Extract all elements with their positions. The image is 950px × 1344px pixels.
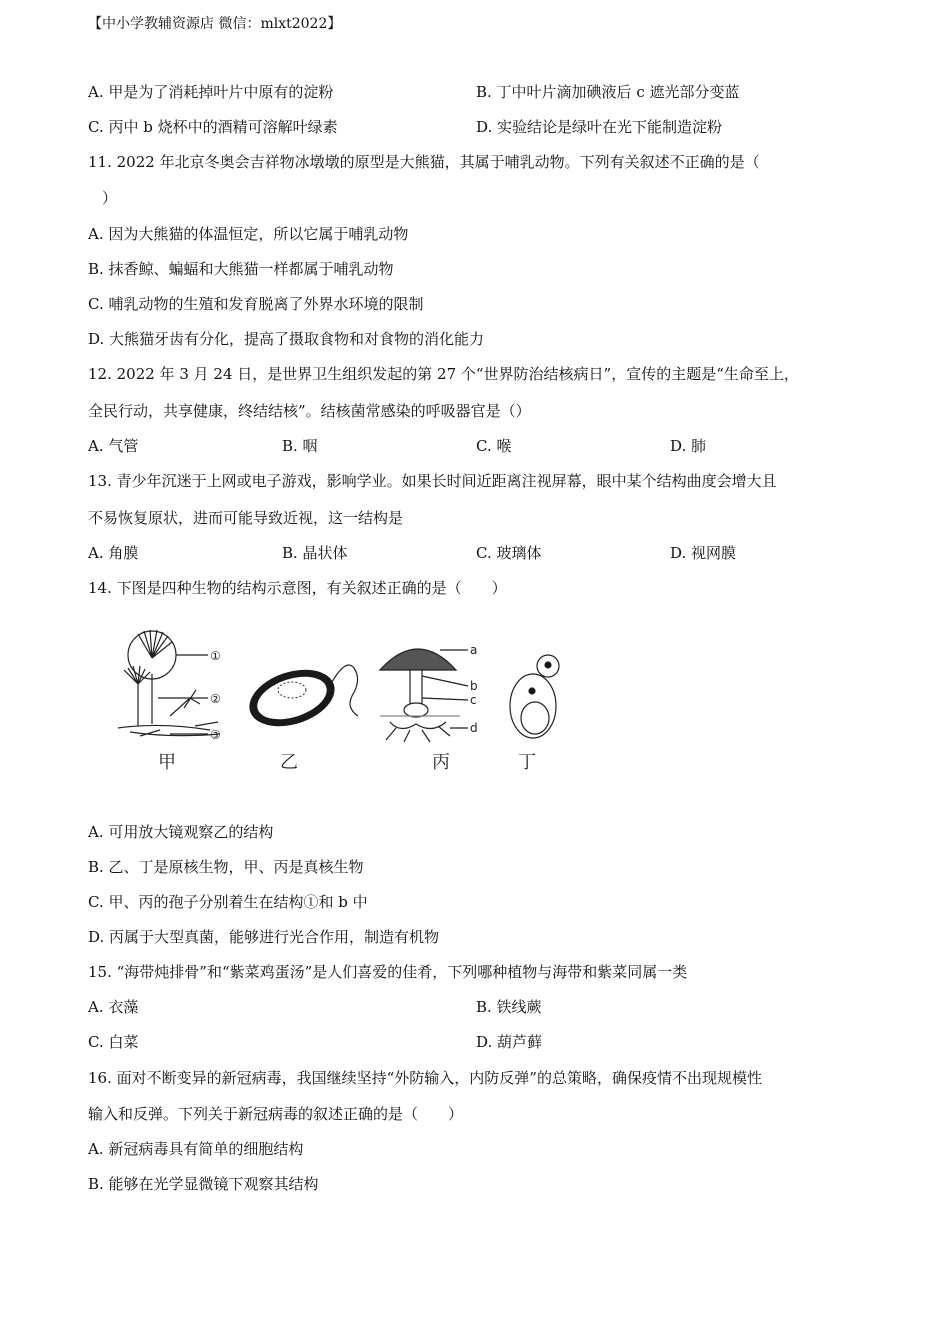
marker-3: ③ [210, 728, 221, 742]
organism-yi-bacterium [242, 660, 358, 737]
q10-option-d: D. 实验结论是绿叶在光下能制造淀粉 [476, 118, 723, 136]
organism-ding-yeast [510, 655, 559, 738]
letter-b: b [470, 679, 478, 693]
q12-option-d: D. 肺 [670, 437, 707, 455]
q16-stem: 16. 面对不断变异的新冠病毒，我国继续坚持“外防输入，内防反弹”的总策略，确保疫情不出现规模性 [88, 1069, 762, 1087]
q14-option-c: C. 甲、丙的孢子分别着生在结构①和 b 中 [88, 893, 368, 911]
figure-label-yi: 乙 [280, 752, 298, 773]
q13-stem: 13. 青少年沉迷于上网或电子游戏，影响学业。如果长时间近距离注视屏幕，眼中某个结构曲度会增大且 [88, 472, 777, 490]
q14-organism-figure [100, 618, 580, 778]
figure-label-ding: 丁 [518, 752, 536, 773]
marker-1: ① [210, 649, 221, 663]
q12-option-b: B. 咽 [282, 437, 318, 455]
q12-stem-2: 全民行动，共享健康，终结结核”。结核菌常感染的呼吸器官是（） [88, 402, 531, 420]
q11-option-c: C. 哺乳动物的生殖和发育脱离了外界水环境的限制 [88, 295, 424, 313]
q14-option-d: D. 丙属于大型真菌，能够进行光合作用，制造有机物 [88, 928, 440, 946]
letter-c: c [470, 693, 477, 707]
q14-option-a: A. 可用放大镜观察乙的结构 [88, 823, 274, 841]
q10-option-b: B. 丁中叶片滴加碘液后 c 遮光部分变蓝 [476, 83, 740, 101]
q13-option-b: B. 晶状体 [282, 544, 348, 562]
q12-stem: 12. 2022 年 3 月 24 日，是世界卫生组织发起的第 27 个“世界防治结核病日”，宣传的主题是“生命至上， [88, 365, 799, 383]
q13-option-d: D. 视网膜 [670, 544, 737, 562]
q11-option-b: B. 抹香鲸、蝙蝠和大熊猫一样都属于哺乳动物 [88, 260, 394, 278]
q11-stem: 11. 2022 年北京冬奥会吉祥物冰墩墩的原型是大熊猫，其属于哺乳动物。下列有关叙述不正确的是（ [88, 153, 760, 171]
figure-label-bing: 丙 [432, 752, 450, 773]
q10-option-c: C. 丙中 b 烧杯中的酒精可溶解叶绿素 [88, 118, 338, 136]
q13-option-a: A. 角膜 [88, 544, 139, 562]
q16-option-b: B. 能够在光学显微镜下观察其结构 [88, 1175, 319, 1193]
letter-a: a [470, 643, 478, 657]
q15-option-a: A. 衣藻 [88, 998, 139, 1016]
q11-stem-close: ） [102, 189, 118, 207]
q15-option-b: B. 铁线蕨 [476, 998, 542, 1016]
q13-stem-2: 不易恢复原状，进而可能导致近视，这一结构是 [88, 509, 404, 527]
q16-stem-2: 输入和反弹。下列关于新冠病毒的叙述正确的是（ ） [88, 1105, 464, 1123]
q16-option-a: A. 新冠病毒具有简单的细胞结构 [88, 1140, 304, 1158]
q15-option-d: D. 葫芦藓 [476, 1033, 543, 1051]
organism-jia-mold [118, 630, 220, 736]
q13-option-c: C. 玻璃体 [476, 544, 542, 562]
q15-stem: 15. “海带炖排骨”和“紫菜鸡蛋汤”是人们喜爱的佳肴，下列哪种植物与海带和紫菜同属一类 [88, 963, 688, 981]
q14-option-b: B. 乙、丁是原核生物，甲、丙是真核生物 [88, 858, 364, 876]
marker-2: ② [210, 692, 221, 706]
letter-d: d [470, 721, 478, 735]
q12-option-a: A. 气管 [88, 437, 139, 455]
q11-option-a: A. 因为大熊猫的体温恒定，所以它属于哺乳动物 [88, 225, 409, 243]
page-header: 【中小学教辅资源店 微信：mlxt2022】 [88, 16, 342, 32]
organism-bing-mushroom [380, 649, 468, 742]
q14-stem: 14. 下图是四种生物的结构示意图，有关叙述正确的是（ ） [88, 579, 507, 597]
q11-option-d: D. 大熊猫牙齿有分化，提高了摄取食物和对食物的消化能力 [88, 330, 485, 348]
q12-option-c: C. 喉 [476, 437, 512, 455]
q10-option-a: A. 甲是为了消耗掉叶片中原有的淀粉 [88, 83, 334, 101]
figure-label-jia: 甲 [158, 752, 176, 773]
q15-option-c: C. 白菜 [88, 1033, 139, 1051]
